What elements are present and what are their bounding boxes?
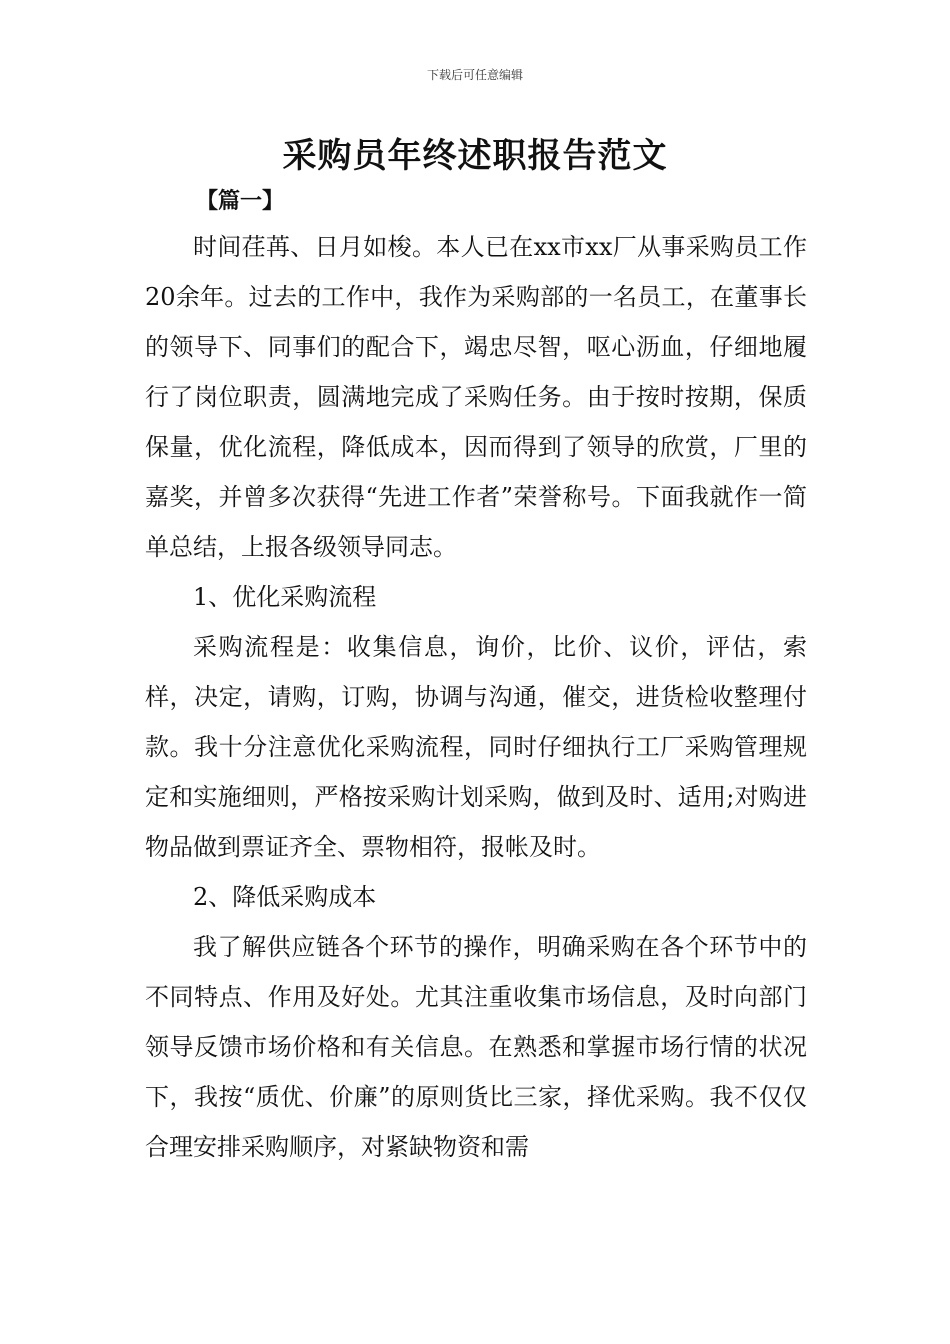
body-paragraph: 时间荏苒、日月如梭。本人已在xx市xx厂从事采购员工作20余年。过去的工作中，我作为采购部的一名员工，在董事长的领导下、同事们的配合下，竭忠尽智，呕心沥血，仔细地履行了岗位职责，圆满地完成了采购任务。由于按时按期，保质保量，优化流程，降低成本，因而得到了领导的欣赏，厂里的嘉奖，并曾多次获得“先进工作者”荣誉称号。下面我就作一简单总结，上报各级领导同志。 <box>145 233 807 561</box>
body-paragraph: 我了解供应链各个环节的操作，明确采购在各个环节中的不同特点、作用及好处。尤其注重收集市场信息，及时向部门领导反馈市场价格和有关信息。在熟悉和掌握市场行情的状况下，我按“质优、价廉”的原则货比三家，择优采购。我不仅仅合理安排采购顺序，对紧缺物资和需 <box>145 933 807 1161</box>
section-heading: 2、降低采购成本 <box>193 883 377 911</box>
document-title: 采购员年终述职报告范文 <box>282 136 668 176</box>
body-paragraph: 采购流程是：收集信息，询价，比价、议价，评估，索样，决定，请购，订购，协调与沟通，催交，进货检收整理付款。我十分注意优化采购流程，同时仔细执行工厂采购管理规定和实施细则，严格按采购计划采购，做到及时、适用;对购进物品做到票证齐全、票物相符，报帐及时。 <box>145 633 807 861</box>
document-body <box>145 222 807 1172</box>
header-note: 下载后可任意编辑 <box>426 68 523 82</box>
section-heading: 1、优化采购流程 <box>193 583 377 611</box>
section-label: 【篇一】 <box>196 189 285 214</box>
